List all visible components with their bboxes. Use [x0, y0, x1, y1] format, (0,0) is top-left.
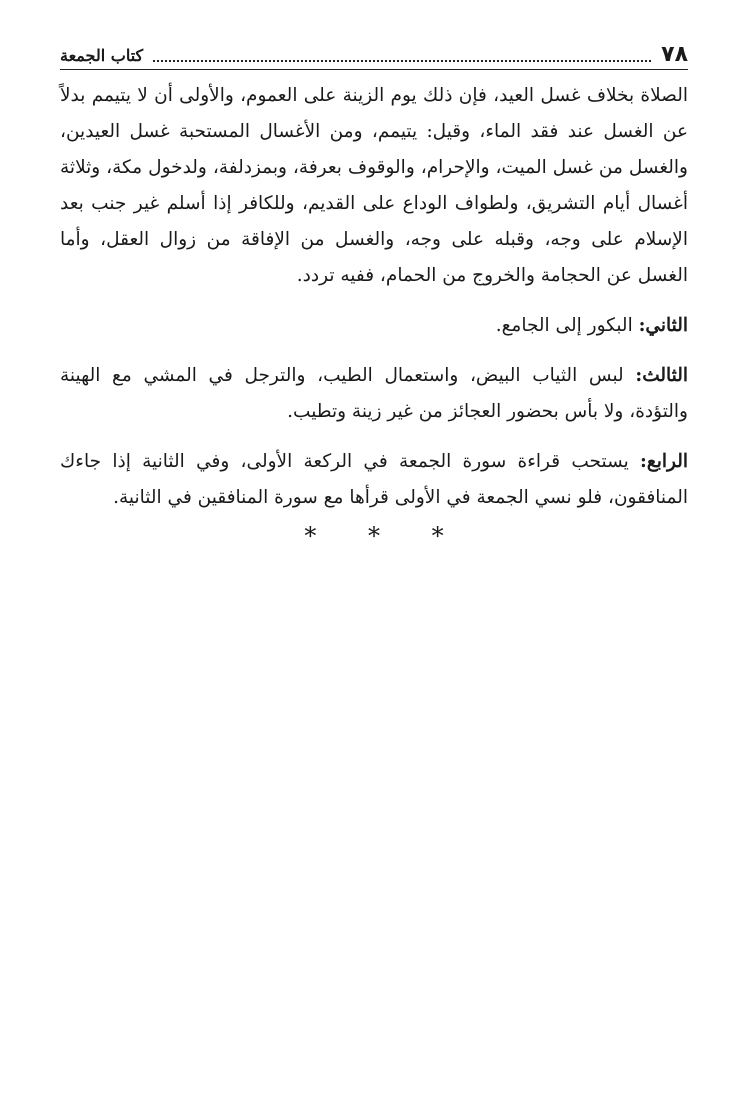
paragraph-fourth — [60, 444, 688, 516]
header-dotted-leader — [153, 60, 651, 62]
paragraph-text: الصلاة بخلاف غسل العيد، فإن ذلك يوم الزينة على العموم، والأولى أن لا يتيمم بدلاً عن الغسل عند فقد الماء، وقيل: يتيمم، ومن الأغسال المستحبة غسل العيدين، والغسل من غسل الميت، والإحرام، والوقوف بعرفة، وبمزدلفة، ولدخول مكة، وثلاثة أغسال أيام التشريق، ولطواف الوداع على القديم، وللكافر إذا أسلم غير جنب بعد الإسلام على وجه، وقبله على وجه، والغسل من الإفاقة من زوال العقل، وأما الغسل عن الحجامة والخروج من الحمام، ففيه تردد. — [60, 85, 688, 286]
paragraph-text: يستحب قراءة سورة الجمعة في الركعة الأولى، وفي الثانية إذا جاءك المنافقون، فلو نسي الجمعة في الأولى قرأها مع سورة المنافقين في الثانية. — [60, 451, 688, 508]
paragraph-text: البكور إلى الجامع. — [495, 315, 633, 336]
section-separator: * * * — [304, 522, 466, 550]
page-header — [60, 38, 688, 70]
page-number: ٧٨ — [661, 42, 688, 67]
paragraph-third — [60, 358, 688, 430]
paragraph-text: لبس الثياب البيض، واستعمال الطيب، والترجل في المشي مع الهينة والتؤدة، ولا بأس بحضور العجائز من غير زينة وتطيب. — [60, 365, 688, 422]
paragraph-ghusl — [60, 78, 688, 294]
paragraph-lead: الثاني: — [638, 315, 688, 336]
paragraph-lead: الثالث: — [635, 365, 688, 386]
running-title: كتاب الجمعة — [60, 46, 144, 65]
paragraph-second — [60, 308, 688, 344]
paragraph-lead: الرابع: — [640, 451, 688, 472]
book-page — [60, 38, 688, 550]
